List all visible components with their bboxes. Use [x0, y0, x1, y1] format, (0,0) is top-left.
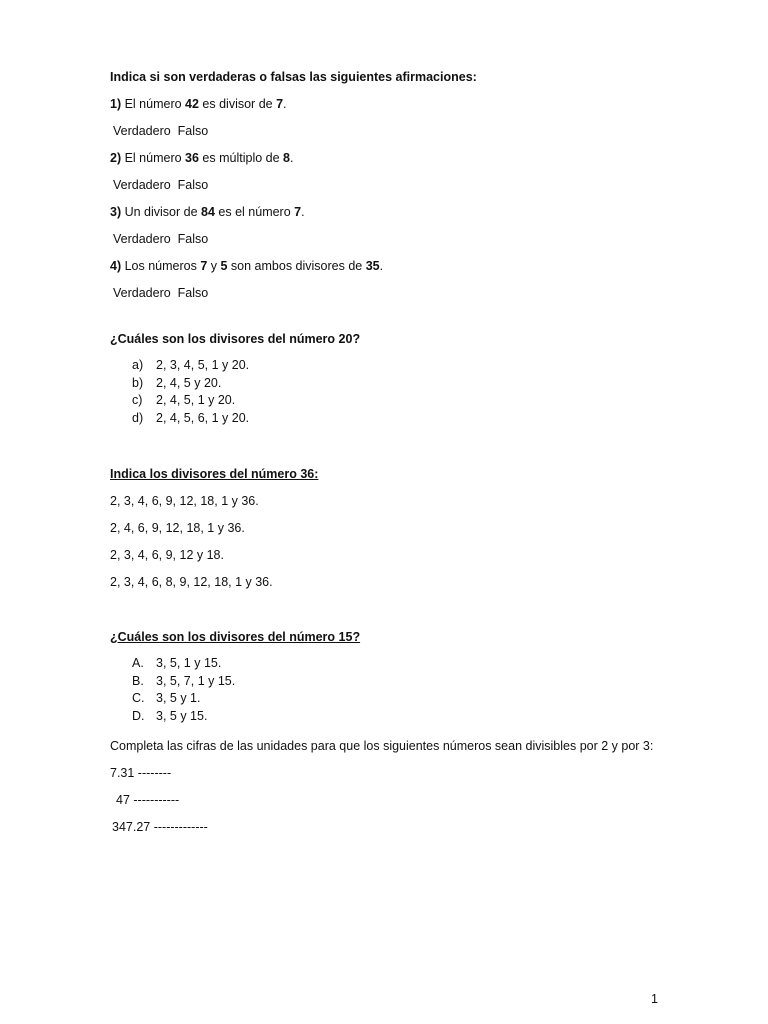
list-item: b) 2, 4, 5 y 20. [132, 375, 222, 390]
complete-digits-instruction: Completa las cifras de las unidades para que los siguientes números sean divisibles por 2 y por 3: [110, 738, 654, 753]
list-item: A. 3, 5, 1 y 15. [132, 655, 222, 670]
true-false-heading: Indica si son verdaderas o falsas las siguientes afirmaciones: [110, 70, 477, 84]
number-line-2: 47 ----------- [116, 792, 180, 807]
number-line-3: 347.27 ------------- [112, 819, 208, 834]
statement-4: 4) Los números 7 y 5 son ambos divisores de 35. [110, 259, 384, 273]
choice-2: Verdadero Falso [113, 178, 209, 192]
document-page [110, 68, 660, 836]
choice-3: Verdadero Falso [113, 232, 209, 246]
list-item: D. 3, 5 y 15. [132, 708, 208, 723]
page-number: 1 [651, 992, 658, 1006]
number-line-1: 7.31 -------- [110, 765, 172, 780]
choice-1: Verdadero Falso [113, 124, 209, 138]
divisors-36-option-4: 2, 3, 4, 6, 8, 9, 12, 18, 1 y 36. [110, 574, 273, 589]
statement-1: 1) El número 42 es divisor de 7. [110, 97, 287, 111]
statement-3: 3) Un divisor de 84 es el número 7. [110, 205, 305, 219]
divisors-36-heading: Indica los divisores del número 36: [110, 466, 319, 481]
statement-2: 2) El número 36 es múltiplo de 8. [110, 151, 294, 165]
divisors-36-option-3: 2, 3, 4, 6, 9, 12 y 18. [110, 547, 224, 562]
list-item: c) 2, 4, 5, 1 y 20. [132, 393, 236, 408]
divisors-36-option-1: 2, 3, 4, 6, 9, 12, 18, 1 y 36. [110, 493, 259, 508]
list-item: d) 2, 4, 5, 6, 1 y 20. [132, 411, 250, 426]
divisors-15-options [110, 655, 660, 726]
list-item: B. 3, 5, 7, 1 y 15. [132, 673, 236, 688]
divisors-20-heading: ¿Cuáles son los divisores del número 20? [110, 332, 361, 346]
divisors-15-heading: ¿Cuáles son los divisores del número 15? [110, 629, 361, 644]
list-item: a) 2, 3, 4, 5, 1 y 20. [132, 358, 250, 372]
list-item: C. 3, 5 y 1. [132, 691, 201, 706]
choice-4: Verdadero Falso [113, 286, 209, 300]
divisors-20-options [110, 357, 660, 428]
divisors-36-option-2: 2, 4, 6, 9, 12, 18, 1 y 36. [110, 520, 245, 535]
